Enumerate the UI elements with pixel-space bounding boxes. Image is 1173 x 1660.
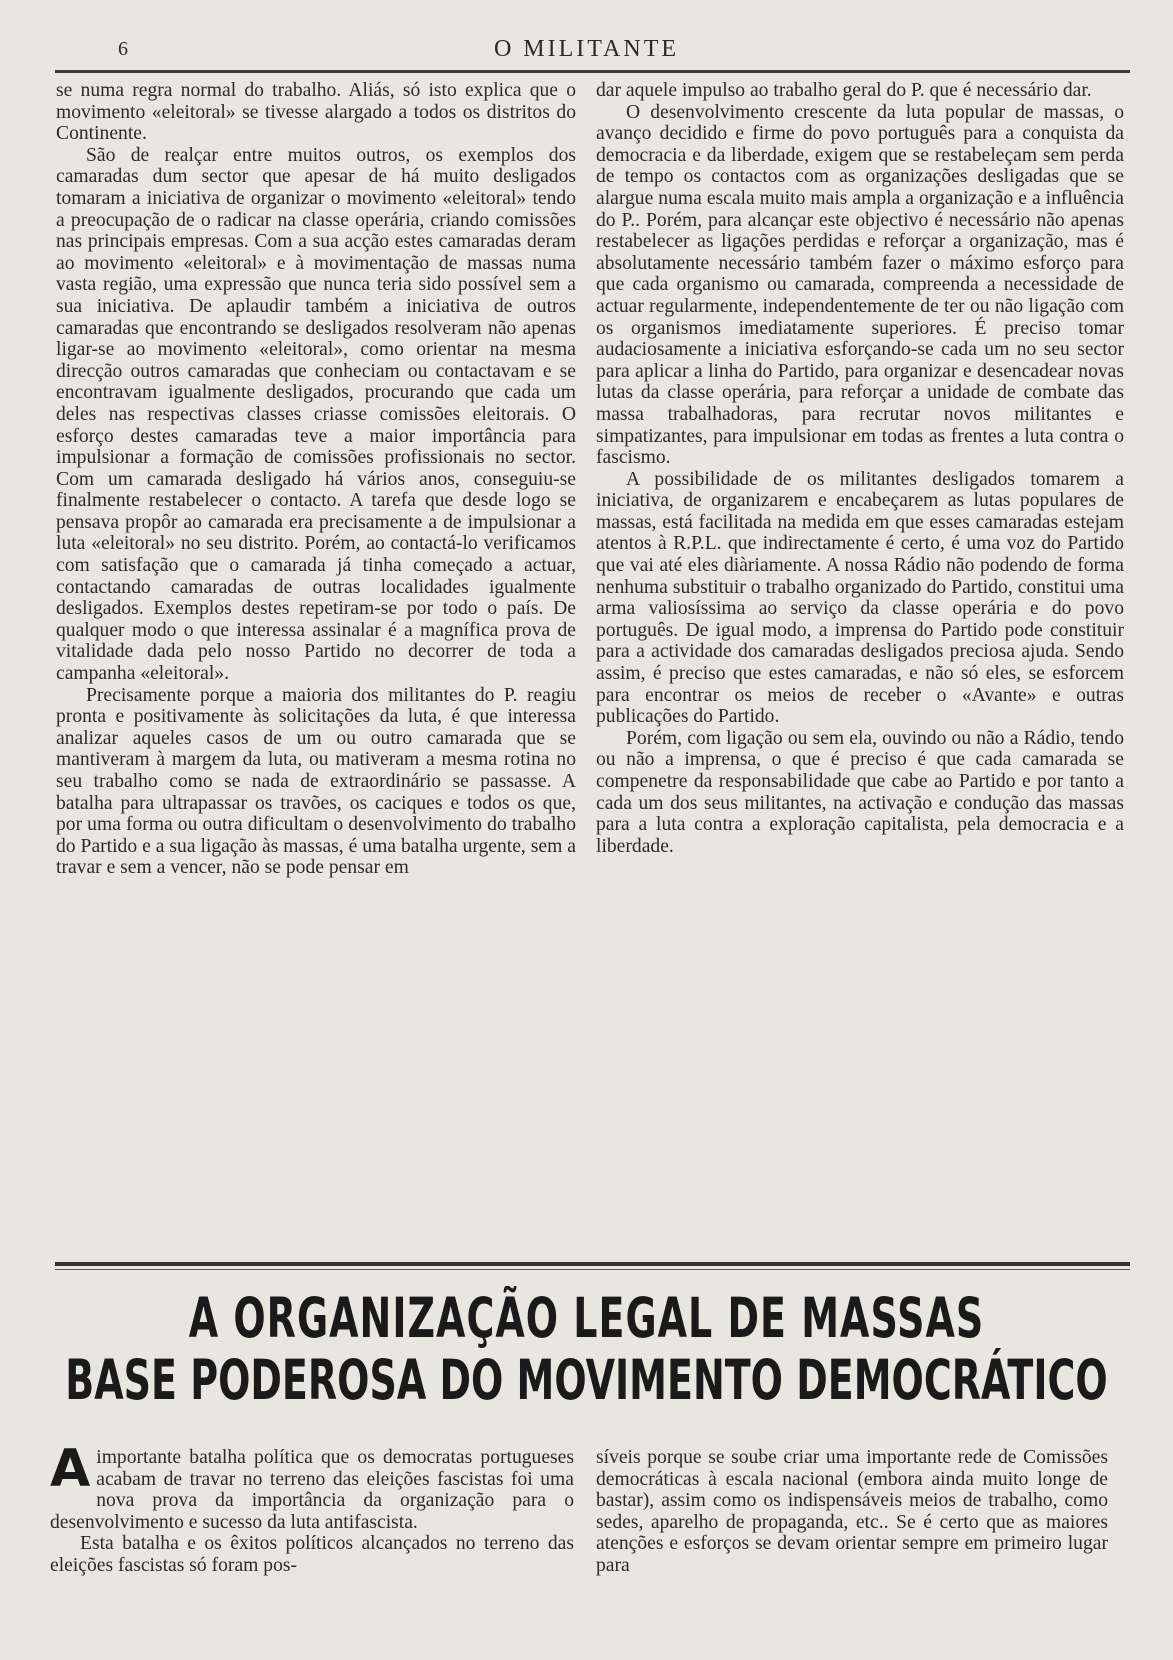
section-divider-thin (55, 1269, 1130, 1270)
article-2-column-left (50, 1439, 574, 1577)
page-number: 6 (118, 38, 128, 60)
paragraph: dar aquele impulso ao trabalho geral do P. que é necessário dar. (596, 80, 1092, 101)
article-2-column-right (596, 1447, 1108, 1577)
header-rule (55, 70, 1130, 73)
paragraph: A possibilidade de os militantes desligados tomarem a iniciativa, de organizarem e encabeçarem as lutas populares de massas, está facilitada na medida em que esses camaradas estejam atentos à R.P.L. que indirectamente é certo, é uma voz do Partido que vai até eles diàriamente. A nossa Rádio não podendo de forma nenhuma substituir o trabalho organizado do Partido, constitui uma arma valiosíssima ao serviço da classe operária e do povo português. De igual modo, a imprensa do Partido pode constituir para a actividade dos camaradas desligados preciosa ajuda. Sendo assim, é preciso que estes camaradas, e não só eles, se esforcem para encontrar os meios de receber o «Avante» e outras publicações do Partido. (596, 468, 1124, 728)
article-2-headline-line-2: BASE PODEROSA DO MOVIMENTO DEMOCRÁTICO (65, 1348, 1108, 1412)
drop-cap: A (50, 1439, 91, 1499)
article-2-headline-line-1: A ORGANIZAÇÃO LEGAL DE MASSAS (188, 1286, 985, 1350)
paragraph: O desenvolvimento crescente da luta popular de massas, o avanço decidido e firme do povo português para a conquista da democracia e da liberdade, exigem que se restabeleçam sem perda de tempo os contactos com as organizações desligadas que se alargue numa escala muito mais ampla a organização e a influência do P.. Porém, para alcançar este objectivo é necessário não apenas restabelecer as ligações perdidas e reforçar a organização, mas é absolutamente necessário também fazer o máximo esforço para que cada organismo ou camarada, compreenda a necessidade de actuar regularmente, independentemente de ter ou não ligação com os organismos imediatamente superiores. É preciso tomar audaciosamente a iniciativa esforçando-se cada um no seu sector para aplicar a linha do Partido, para organizar e desencadear novas lutas da classe operária, para reforçar a unidade de combate das massa trabalhadoras, para recrutar novos militantes e simpatizantes, para impulsionar em todas as frentes a luta contra o fascismo. (596, 101, 1124, 469)
section-divider (55, 1262, 1130, 1266)
paragraph: São de realçar entre muitos outros, os exemplos dos camaradas dum sector que apesar de há muito desligados tomaram a iniciativa de organizar o movimento «eleitoral» tendo a preocupação de o radicar na classe operária, criando comissões nas principais empresas. Com a sua acção estes camaradas deram ao movimento «eleitoral» e à movimentação de massas numa vasta região, uma expressão que nunca teria sido possível sem a sua iniciativa. De aplaudir também a iniciativa de outros camaradas que encontrando se desligados resolveram não apenas ligar-se ao movimento «eleitoral», como orientar na mesma direcção outros camaradas que conheciam ou contactavam e se encontravam igualmente desligados, procurando que cada um deles nas respectivas classes criasse comissões eleitorais. O esforço destes camaradas teve a maior importância para impulsionar a formação de comissões profissionais no sector. Com um camarada desligado há vários anos, conseguiu-se finalmente restabelecer o contacto. A tarefa que desde logo se pensava propôr ao camarada era precisamente a de impulsionar a luta «eleitoral» no seu distrito. Porém, ao contactá-lo verificamos com satisfação que o camarada já tinha começado a actuar, contactando camaradas de outras localidades igualmente desligados. Exemplos destes repetiram-se por todo o país. De qualquer modo o que interessa assinalar é a magnífica prova de vitalidade dada pelo nosso Partido no decorrer de toda a campanha «eleitoral». (56, 144, 576, 685)
paragraph-text: importante batalha política que os democratas portugueses acabam de travar no terreno das eleições fascistas foi uma nova prova da importância da organização para o desenvolvimento e sucesso da luta antifascista. (50, 1447, 574, 1533)
paragraph (50, 1439, 574, 1533)
paragraph: Precisamente porque a maioria dos militantes do P. reagiu pronta e positivamente às solicitações da luta, é que interessa analizar aqueles casos de um ou outro camarada que se mantiveram à margem da luta, ou mativeram a mesma rotina no seu trabalho como se nada de extraordinário se passasse. A batalha para ultrapassar os travões, os caciques e todos os que, por uma forma ou outra dificultam o desenvolvimento do trabalho do Partido e a sua ligação às massas, é uma batalha urgente, sem a travar e sem a vencer, não se pode pensar em (56, 684, 576, 879)
paragraph: se numa regra normal do trabalho. Aliás, só isto explica que o movimento «eleitoral» se tivesse alargado a todos os distritos do Continente. (56, 80, 576, 145)
paragraph: síveis porque se soube criar uma importante rede de Comissões democráticas à escala nacional (embora ainda muito longe de bastar), assim como os indispensáveis meios de trabalho, como sedes, aparelho de propaganda, etc.. Se é certo que as maiores atenções e esforços se devam orientar sempre em primeiro lugar para (596, 1447, 1108, 1576)
article-1-column-right (596, 80, 1124, 857)
paragraph: Esta batalha e os êxitos políticos alcançados no terreno das eleições fascistas só foram pos- (50, 1533, 574, 1576)
article-1-column-left (56, 80, 576, 879)
publication-title: O MILITANTE (493, 36, 680, 62)
paragraph: Porém, com ligação ou sem ela, ouvindo ou não a Rádio, tendo ou não a imprensa, o que é preciso é que cada camarada se compenetre da responsabilidade que cabe ao Partido e por tanto a cada um dos seus militantes, na activação e condução das massas para a luta contra a exploração capitalista, pela democracia e a liberdade. (596, 727, 1124, 857)
